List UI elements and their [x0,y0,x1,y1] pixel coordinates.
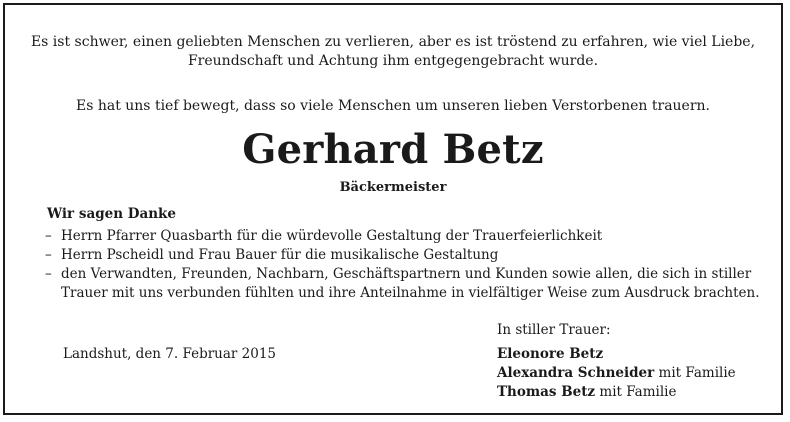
intro-line-1: Es ist schwer, einen geliebten Menschen zu verlieren, aber es ist tröstend zu erfahren, wie viel Liebe, [30,34,756,50]
intro-text [25,33,761,71]
mourner [497,345,736,364]
mourner-suffix: mit Familie [595,384,677,400]
thanks-item-text: den Verwandten, Freunden, Nachbarn, Geschäftspartnern und Kunden sowie allen, die sich in stiller Trauer mit uns verbunden fühlten und ihre Anteilnahme in vielfältiger Weise zum Ausdruck brachten. [61,266,760,301]
mourner [497,383,736,402]
intro-line-3: Es hat uns tief bewegt, dass so viele Menschen um unseren lieben Verstorbenen trauern. [75,98,710,114]
thanks-heading: Wir sagen Danke [47,206,176,222]
mourning-label: In stiller Trauer: [497,322,611,338]
thanks-item-text: Herrn Pfarrer Quasbarth für die würdevolle Gestaltung der Trauerfeierlichkeit [61,228,603,244]
list-item [45,265,765,303]
deceased-profession: Bäckermeister [339,180,447,195]
thanks-item-text: Herrn Pscheidl und Frau Bauer für die musikalische Gestaltung [61,247,499,263]
mourner [497,364,736,383]
dash-bullet: – [45,228,52,244]
deceased-name: Gerhard Betz [242,126,544,173]
mourner-suffix: mit Familie [654,365,736,381]
mourner-name: Thomas Betz [497,384,596,400]
dash-bullet: – [45,266,52,282]
intro-line-2: Freundschaft und Achtung ihm entgegengebracht wurde. [187,53,599,69]
mourner-name: Alexandra Schneider [497,365,655,381]
thanks-list [45,227,765,303]
mourners-list [497,345,736,402]
obituary-card [3,3,783,415]
mourner-name: Eleonore Betz [497,346,604,362]
list-item [45,246,765,265]
place-date: Landshut, den 7. Februar 2015 [63,346,277,362]
list-item [45,227,765,246]
dash-bullet: – [45,247,52,263]
